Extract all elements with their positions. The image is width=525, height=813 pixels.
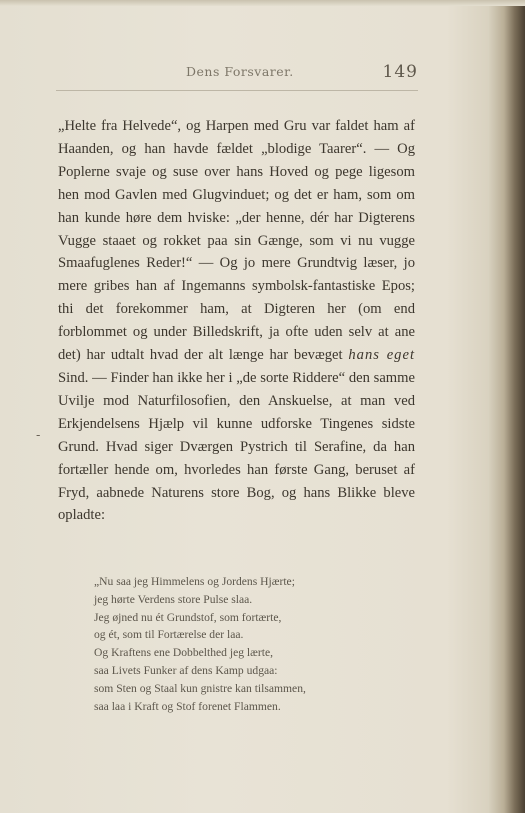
verse-line: saa laa i Kraft og Stof forenet Flammen. (94, 699, 281, 713)
paragraph-text-after: Sind. — Finder han ikke her i „de sorte Riddere“ den samme Uvilje mod Naturfilosofien, den Anskuelse, at man ved Erkjendelsens Hjælp vil kunne udforske Tingenes sidste Grund. Hvad siger Dværgen Pystrich til Serafine, da han fortæller hende om, hvorledes han første Gang, beruset af Fryd, aabnede Naturens store Bog, og hans Blikke bleve opladte: (58, 369, 415, 524)
verse-line: som Sten og Staal kun gnistre kan tilsammen, (94, 681, 306, 695)
paragraph (58, 115, 415, 527)
margin-mark: - (36, 428, 41, 443)
verse-line: og ét, som til Fortærelse der laa. (94, 628, 244, 642)
verse-line: saa Livets Funker af dens Kamp udgaa: (94, 663, 278, 677)
verse-quotation (94, 573, 394, 715)
verse-line: jeg hørte Verdens store Pulse slaa. (94, 592, 253, 606)
paragraph-text-before: „Helte fra Helvede“, og Harpen med Gru var faldet ham af Haanden, og han havde fældet „blodige Taarer“. — Og Poplerne svaje og suse over hans Hoved og pege ligesom hen mod Gavlen med Glugvinduet; og det er ham, som om han kunde høre dem hviske: „der henne, dér har Digterens Vugge staaet og rokket paa sin Gænge, som vi nu vugge Smaafuglenes Reder!“ — Og jo mere Grundtvig læser, jo mere gribes han af Ingemanns symbolsk-fantastiske Epos; thi det forekommer ham, at Digteren her (om end forblommet og under Billedskrift, ja ofte uden selv at ane det) har udtalt hvad der alt længe har bevæget (58, 118, 415, 364)
page-header (56, 60, 418, 91)
running-title: Dens Forsvarer. (186, 64, 294, 79)
verse-line: Og Kraftens ene Dobbelthed jeg lærte, (94, 646, 274, 660)
emphasized-text: hans eget (348, 347, 416, 364)
verse-line: Jeg øjned nu ét Grundstof, som fortærte, (94, 610, 282, 624)
verse-line: „Nu saa jeg Himmelens og Jordens Hjærte; (94, 575, 295, 588)
body-paragraph (58, 115, 415, 527)
page-top-edge (0, 0, 525, 6)
page-number: 149 (382, 62, 418, 82)
